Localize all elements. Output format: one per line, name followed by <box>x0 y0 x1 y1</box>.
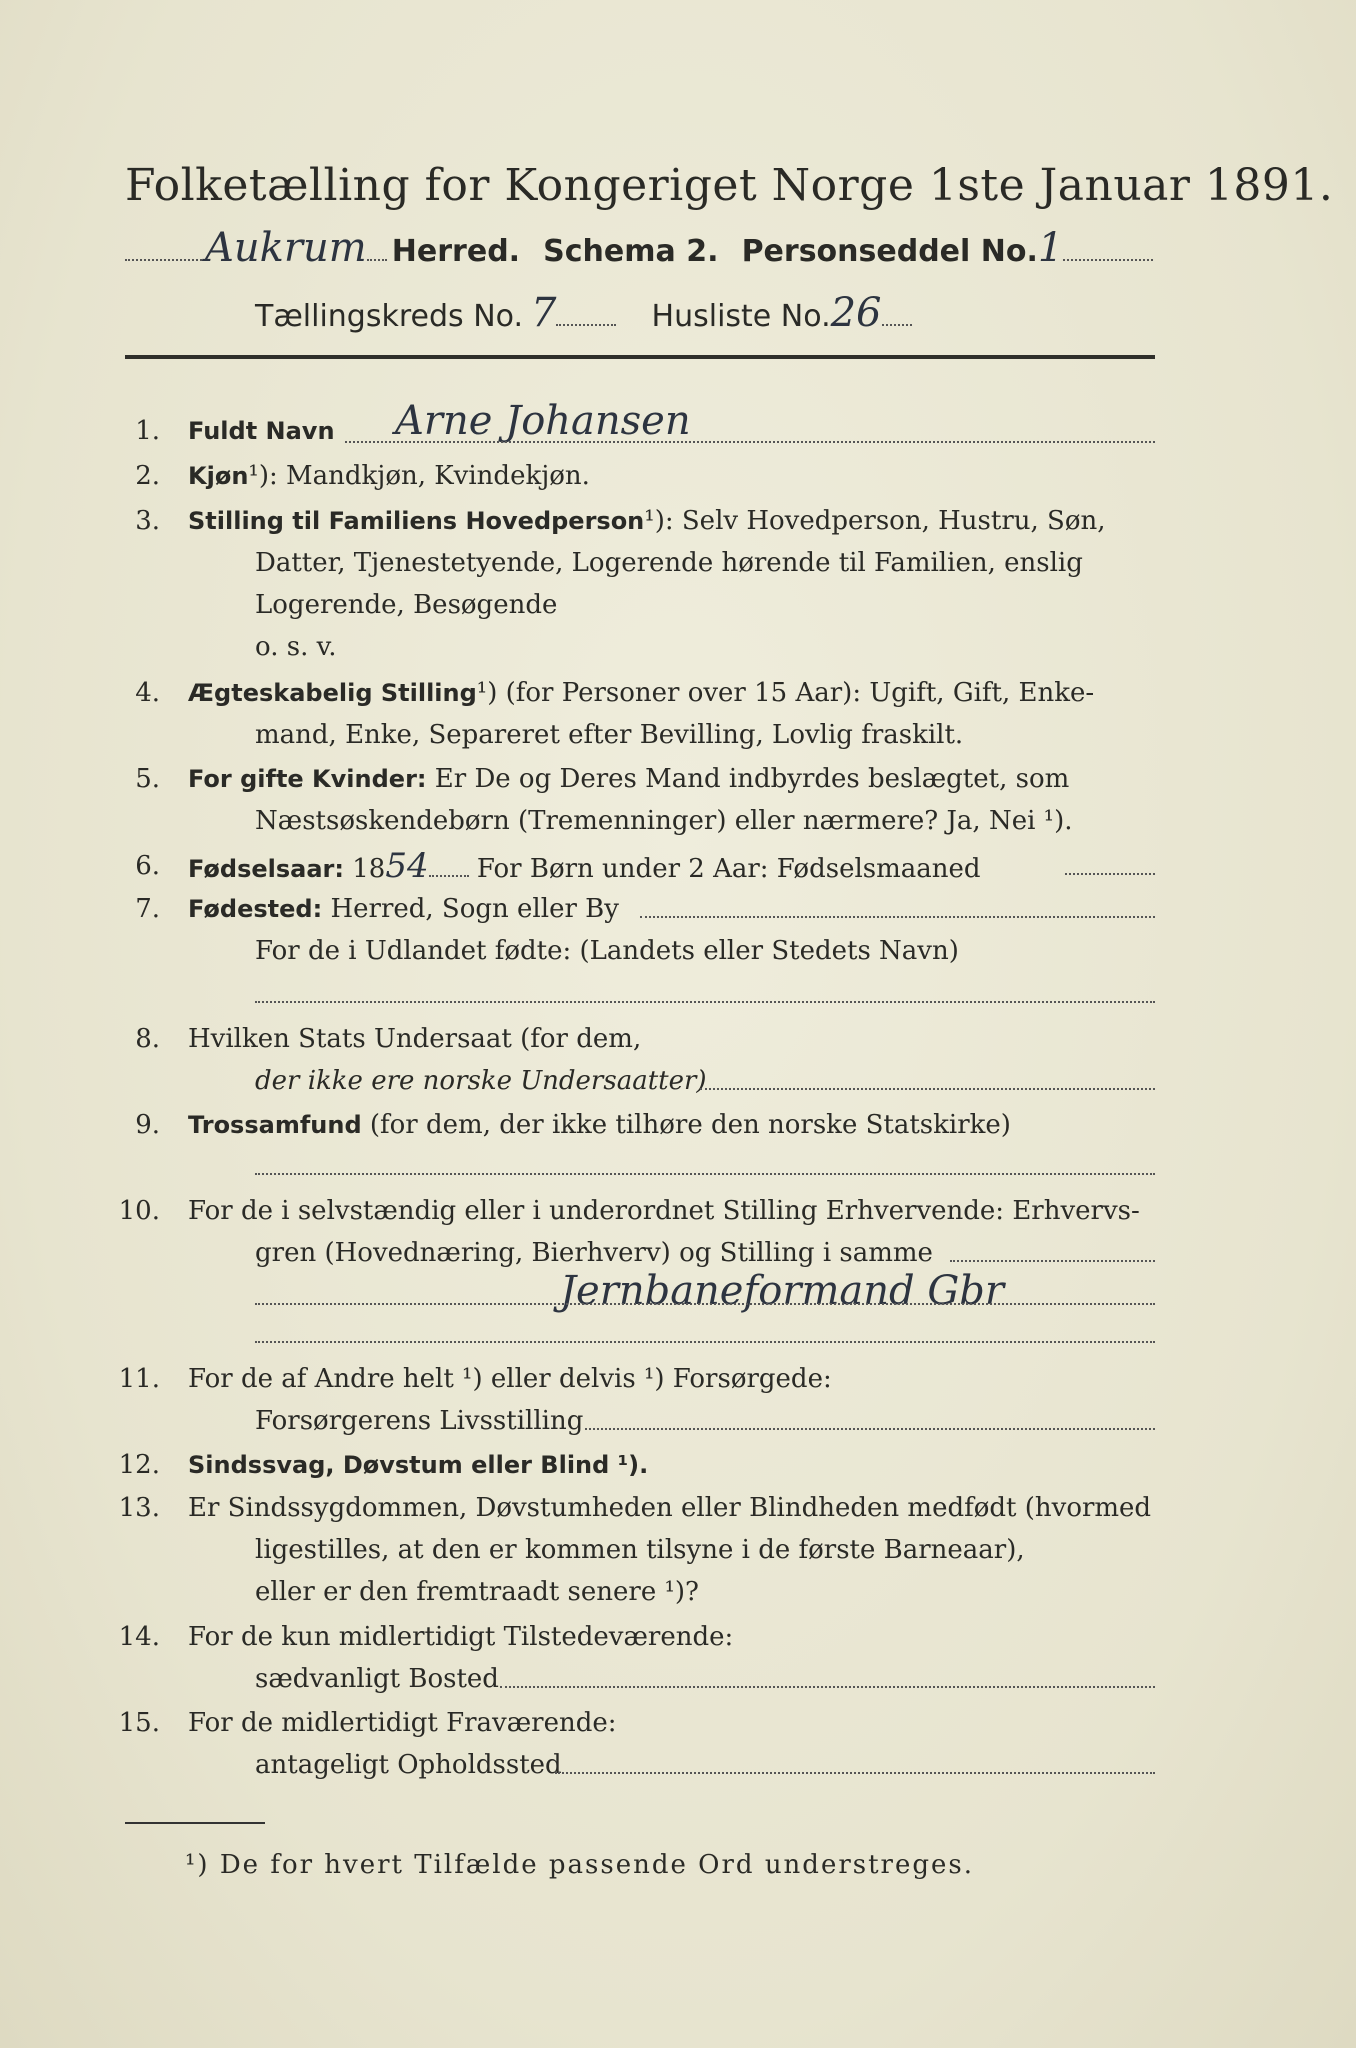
kreds-label: Tællingskreds No. <box>255 299 523 334</box>
footnote: ¹) De for hvert Tilfælde passende Ord understreges. <box>185 1850 975 1880</box>
census-form-page: Folketælling for Kongeriget Norge 1ste Januar 1891. Aukrum Herred. Schema 2. Personseddel No.1 Tællingskreds No. 7 Husliste No.26 1. Fuldt Navn Arne Johansen 2. Kjøn¹): Mandkjøn, Kvindekjøn. 3. Stilling til Familiens Hovedperson¹): Selv Hovedperson, Hustru, Søn, Datter, Tjenestetyende, Logerende hørende til Familien, enslig Logerende, Besøgende o. s. v. 4. Ægteskabelig Stilling¹) (for Personer over 15 Aar): Ugift, Gift, Enke- mand, Enke, Separeret efter Bevilling, Lovlig fraskilt. 5. For gifte Kvinder: Er De og Deres Mand indbyrdes beslægtet, som Næstsøskendebørn (Tremenninger) eller nærmere? Ja, Nei ¹). 6. Fødselsaar: 1854 For Børn under 2 Aar: Fødselsmaaned 7. Fødested: Herred, Sogn eller By For de i Udlandet fødte: (Landets eller Stedets Navn) 8. Hvilken Stats Undersaat (for dem, der ikke ere norske Undersaatter) 9. Trossamfund (for dem, der ikke tilhøre den norske Statskirke) 10. For de i selvstændig eller i underordnet Stilling Erhvervende: Erhvervs- gren (Hovednæring, Bierhverv) og Stilling i samme Jernbaneformand Gbr 11. For de af Andre helt ¹) eller delvis ¹) Forsørgede: Forsørgerens Livsstilling 12. Sindssvag, Døvstum eller Blind ¹). 13. Er Sindssygdommen, Døvstumheden eller Blindheden medfødt (hvormed ligestilles, at den er kommen tilsyne i de første Barneaar), eller er den fremtraadt senere ¹)? 14. For de kun midlertidigt Tilstedeværende: sædvanligt Bosted 15. For de midlertidigt Fraværende: antageligt Opholdssted ¹) De for hvert Tilfælde passende Ord understreges. <box>0 0 1356 2048</box>
full-name-handwritten: Arne Johansen <box>395 398 691 444</box>
item-11-dotline <box>585 1427 1155 1430</box>
item-9-dotline <box>255 1172 1155 1175</box>
husliste-label: Husliste No. <box>651 299 831 334</box>
item-8-dotline <box>700 1087 1155 1090</box>
item-14-dotline <box>500 1685 1155 1688</box>
personseddel-number: 1 <box>1037 225 1064 271</box>
item-6-dotline <box>1065 872 1155 875</box>
item-10-dotline-3 <box>255 1340 1155 1343</box>
herred-line <box>125 225 1153 271</box>
kreds-line <box>255 290 912 336</box>
birth-year-handwritten: 54 <box>385 846 429 886</box>
husliste-number: 26 <box>830 290 882 336</box>
herred-label: Herred. <box>391 234 521 269</box>
form-title: Folketælling for Kongeriget Norge 1ste Januar 1891. <box>125 160 1334 211</box>
herred-name: Aukrum <box>205 225 367 271</box>
kreds-number: 7 <box>531 290 557 336</box>
item-10-dotline-2 <box>255 1302 1155 1305</box>
item-15-dotline <box>555 1771 1155 1774</box>
item-7-dotline-2 <box>255 1000 1155 1003</box>
occupation-handwritten: Jernbaneformand Gbr <box>560 1268 1005 1314</box>
item-1-dotline <box>345 440 1155 443</box>
schema-label: Schema 2. <box>543 234 719 269</box>
item-1-label: Fuldt Navn <box>188 417 335 445</box>
header-rule <box>125 355 1155 359</box>
item-7-dotline <box>640 915 1155 918</box>
item-10-dotline <box>950 1259 1155 1262</box>
personseddel-label: Personseddel No. <box>741 234 1038 269</box>
footnote-rule <box>125 1822 265 1824</box>
